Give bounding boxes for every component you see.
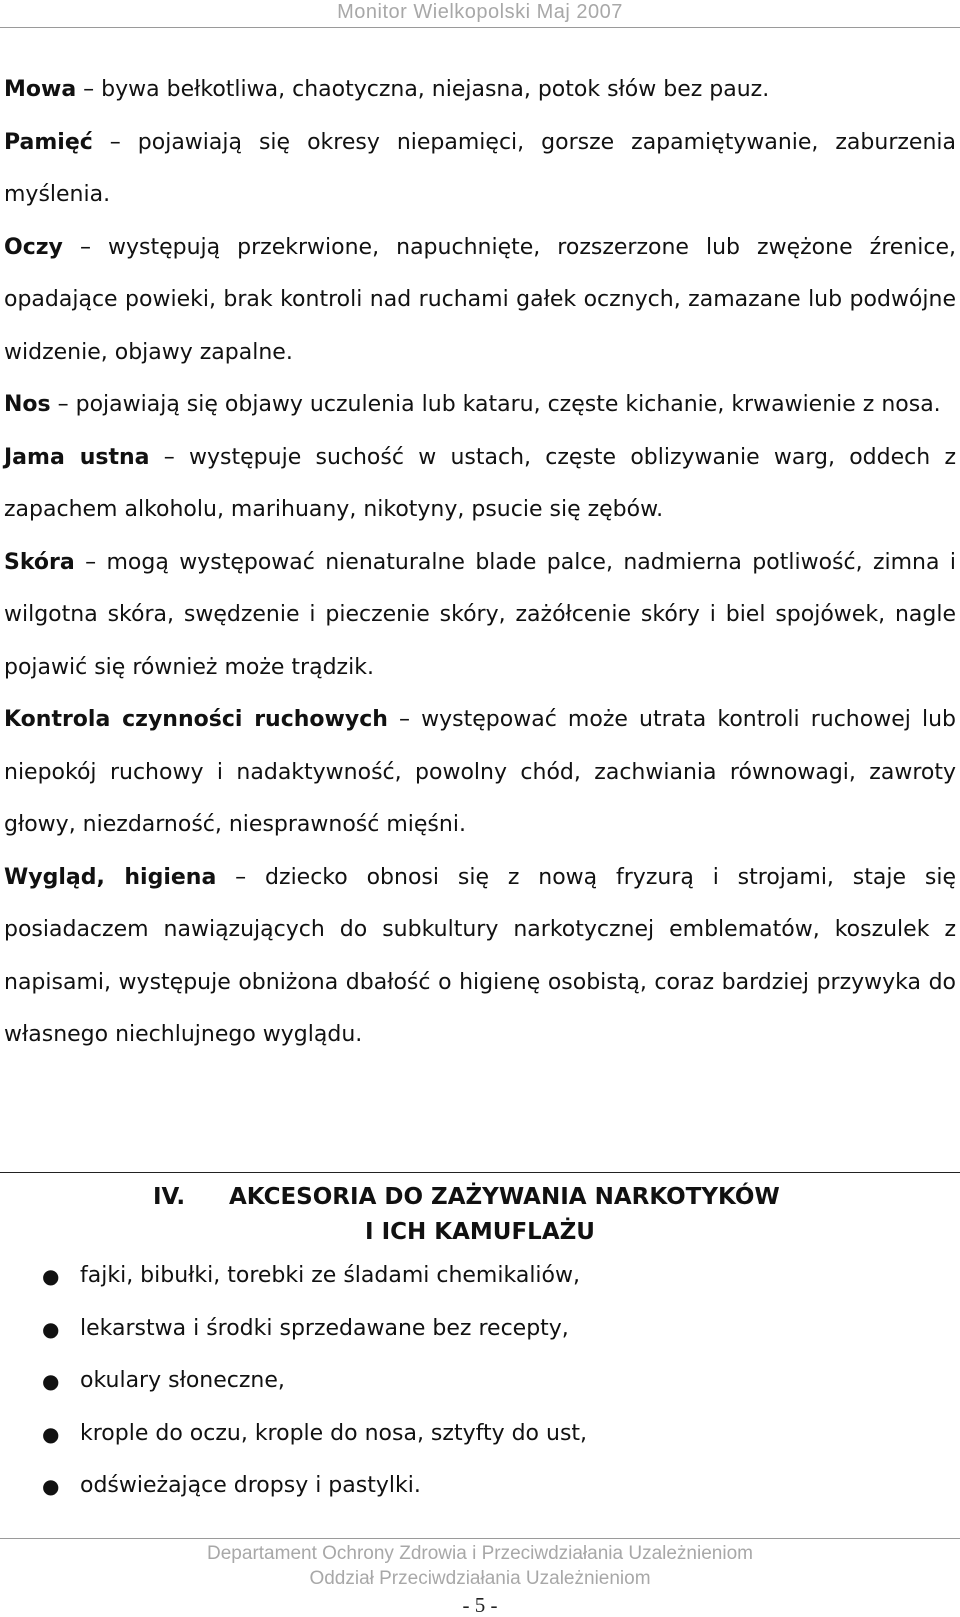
- term-description: – pojawiają się objawy uczulenia lub kataru, częste kichanie, krwawienie z nosa.: [50, 392, 941, 417]
- section-number: IV.: [153, 1184, 186, 1210]
- list-item-text: krople do oczu, krople do nosa, sztyfty do ust,: [80, 1420, 588, 1446]
- bullet-icon: ●: [42, 1421, 60, 1446]
- bullet-icon: ●: [42, 1369, 60, 1393]
- bullet-icon: ●: [42, 1474, 60, 1498]
- term-label: Wygląd, higiena: [4, 864, 217, 890]
- paragraph-speech: [4, 64, 956, 117]
- paragraph-nose: [4, 379, 956, 432]
- term-label: Pamięć: [4, 129, 93, 155]
- section-title-line1: AKCESORIA DO ZAŻYWANIA NARKOTYKÓW: [229, 1184, 780, 1210]
- list-item-text: okulary słoneczne,: [80, 1368, 285, 1393]
- list-item: [0, 1303, 960, 1356]
- list-item: [0, 1250, 960, 1303]
- bullet-icon: ●: [42, 1316, 60, 1341]
- term-description: – występuje suchość w ustach, częste oblizywanie warg, oddech z zapachem alkoholu, marihuany, nikotyny, psucie się zębów.: [4, 444, 956, 522]
- term-description: – mogą występować nienaturalne blade palce, nadmierna potliwość, zimna i wilgotna skóra, swędzenie i pieczenie skóry, zażółcenie skóry i biel spojówek, nagle pojawić się również może trądzik.: [4, 549, 956, 680]
- list-item-text: odświeżające dropsy i pastylki.: [80, 1473, 421, 1498]
- term-description: – występują przekrwione, napuchnięte, rozszerzone lub zwężone źrenice, opadające powieki, brak kontroli nad ruchami gałek ocznych, zamazane lub podwójne widzenie, objawy zapalne.: [4, 234, 956, 365]
- term-label: Kontrola czynności ruchowych: [4, 707, 388, 732]
- section-divider: [0, 1172, 960, 1173]
- footer-department: Departament Ochrony Zdrowia i Przeciwdziałania Uzależnieniom: [207, 1543, 753, 1564]
- list-item: [0, 1355, 960, 1408]
- list-item: [0, 1460, 960, 1513]
- term-description: – dziecko obnosi się z nową fryzurą i strojami, staje się posiadaczem nawiązujących do subkultury narkotycznej emblematów, koszulek z napisami, występuje obniżona dbałość o higienę osobistą, coraz bardziej przywyka do własnego niechlujnego wyglądu.: [4, 864, 956, 1047]
- list-item-text: lekarstwa i środki sprzedawane bez recepty,: [80, 1315, 569, 1341]
- page-number: - 5 -: [462, 1593, 498, 1617]
- paragraph-memory: [4, 117, 956, 222]
- paragraph-skin: [4, 537, 956, 695]
- page-footer: [0, 1541, 960, 1591]
- page-header: Monitor Wielkopolski Maj 2007: [337, 1, 623, 23]
- term-description: – pojawiają się okresy niepamięci, gorsze zapamiętywanie, zaburzenia myślenia.: [4, 129, 956, 207]
- footer-unit: Oddział Przeciwdziałania Uzależnieniom: [309, 1568, 651, 1589]
- bullet-icon: ●: [42, 1264, 60, 1288]
- term-description: – występować może utrata kontroli ruchowej lub niepokój ruchowy i nadaktywność, powolny chód, zachwiania równowagi, zawroty głowy, niezdarność, niesprawność mięśni.: [4, 707, 957, 837]
- header-divider: [0, 27, 960, 28]
- term-description: – bywa bełkotliwa, chaotyczna, niejasna, potok słów bez pauz.: [76, 77, 770, 102]
- term-label: Skóra: [4, 549, 75, 575]
- section-title-line2: I ICH KAMUFLAŻU: [365, 1219, 595, 1245]
- term-label: Nos: [4, 392, 51, 417]
- paragraph-motor-control: [4, 694, 956, 852]
- term-label: Jama ustna: [4, 444, 150, 470]
- footer-divider: [0, 1538, 960, 1539]
- list-item-text: fajki, bibułki, torebki ze śladami chemikaliów,: [80, 1263, 580, 1288]
- list-item: [0, 1408, 960, 1461]
- term-label: Mowa: [4, 77, 77, 102]
- accessories-list: [0, 1250, 960, 1513]
- paragraph-eyes: [4, 222, 956, 380]
- symptoms-text: [4, 64, 956, 1062]
- paragraph-mouth: [4, 432, 956, 537]
- term-label: Oczy: [4, 234, 63, 260]
- paragraph-appearance: [4, 852, 956, 1062]
